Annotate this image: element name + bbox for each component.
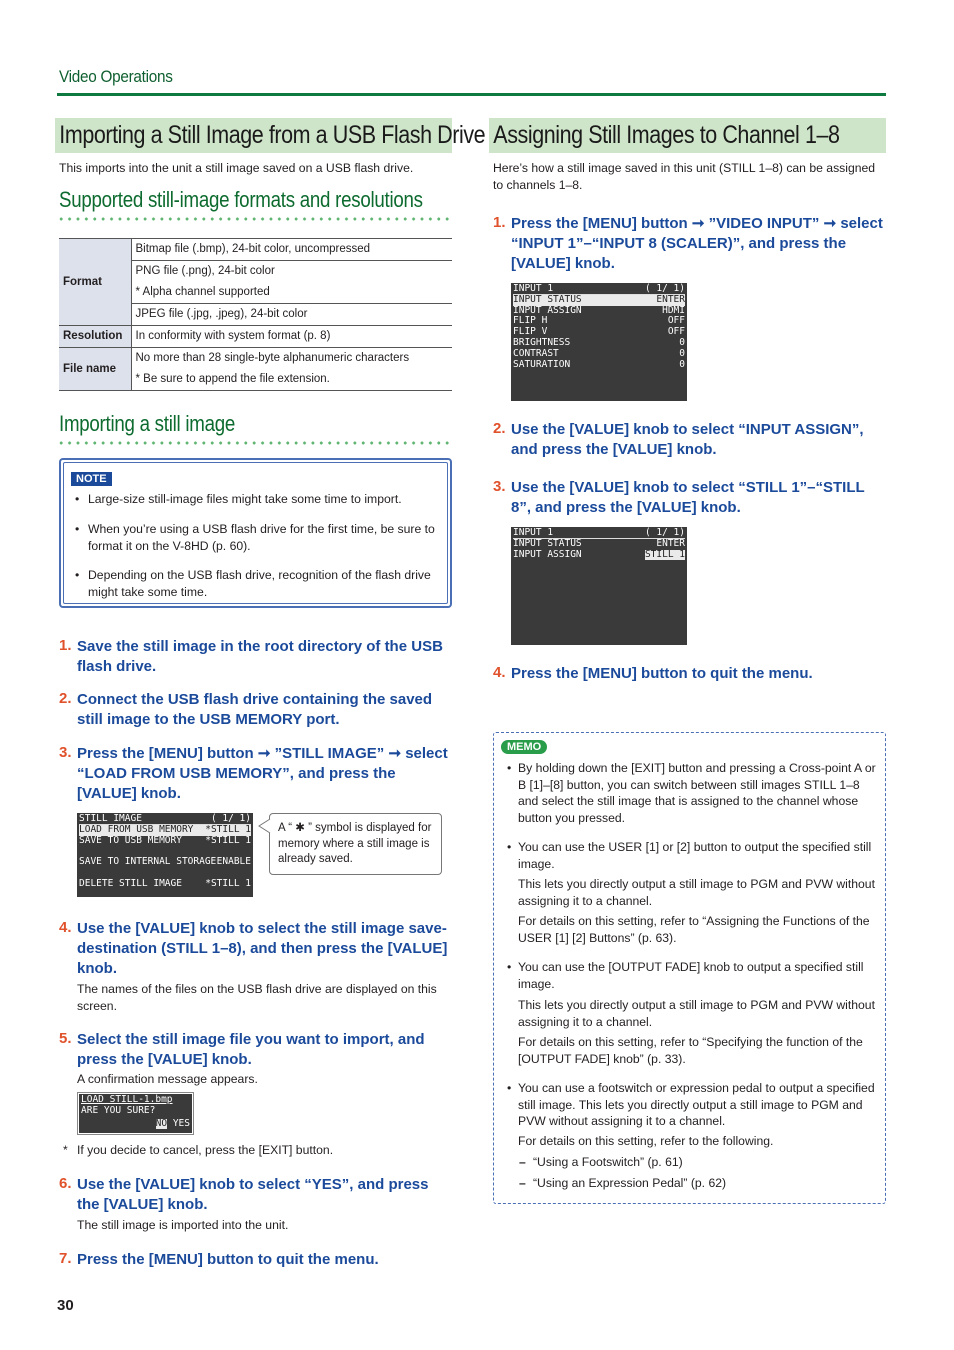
lcd-row-label: SAVE TO INTERNAL STORAGE xyxy=(79,856,217,868)
lcd-row-label: SAVE TO USB MEMORY xyxy=(79,834,182,846)
page-number: 30 xyxy=(57,1297,74,1314)
lcd-row-label: INPUT STATUS xyxy=(513,293,582,305)
lcd-row-value: 0 xyxy=(679,347,685,359)
step-text: Use the [VALUE] knob to select “YES”, and press the [VALUE] knob. xyxy=(77,1176,429,1213)
dotted-divider xyxy=(57,217,453,221)
lcd-no: NO xyxy=(155,1117,168,1129)
format-row: JPEG file (.jpg, .jpeg), 24-bit color xyxy=(131,304,452,326)
filename-label: File name xyxy=(59,348,131,391)
lcd-row-label: BRIGHTNESS xyxy=(513,336,571,348)
lcd-title: INPUT 1 xyxy=(513,283,554,294)
lcd-row-value: OFF xyxy=(667,326,685,338)
lcd-row-label: LOAD FROM USB MEMORY xyxy=(79,823,194,835)
step-number: 1. xyxy=(493,214,506,231)
lcd-page: ( 1/ 1) xyxy=(210,813,251,824)
step-number: 5. xyxy=(59,1030,72,1047)
lcd-confirm xyxy=(79,1094,192,1133)
memo-ref: “Using an Expression Pedal” (p. 62) xyxy=(533,1176,727,1190)
left-title-bar xyxy=(55,118,486,153)
lcd-row-value: 0 xyxy=(679,336,685,348)
step-number: 2. xyxy=(59,690,72,707)
formats-heading: Supported still-image formats and resolutions xyxy=(59,187,423,212)
step-number: 7. xyxy=(59,1250,72,1267)
memo-item: You can use the USER [1] or [2] button to output the specified still image. xyxy=(518,840,872,871)
lcd-row-value: ENABLE xyxy=(216,856,251,868)
step-sub: The names of the files on the USB flash drive are displayed on this screen. xyxy=(77,982,437,1013)
step-sub: The still image is imported into the unit. xyxy=(77,1218,289,1232)
page-title-right: Assigning Still Images to Channel 1–8 xyxy=(493,121,840,149)
lcd-yes: YES xyxy=(172,1117,190,1129)
memo-ref: “Using a Footswitch” (p. 61) xyxy=(533,1155,683,1169)
formats-table xyxy=(59,238,452,391)
lcd-row-value: ENTER xyxy=(656,293,685,305)
memo-tag: MEMO xyxy=(501,740,547,754)
lcd-input-menu xyxy=(511,283,687,401)
lcd-title: INPUT 1 xyxy=(513,527,554,538)
format-row: Bitmap file (.bmp), 24-bit color, uncompressed xyxy=(131,239,452,261)
page-title-left: Importing a Still Image from a USB Flash Drive xyxy=(59,121,486,149)
dotted-divider xyxy=(57,441,453,445)
lcd-input-assign xyxy=(511,527,687,645)
lcd-line: LOAD STILL-1.bmp xyxy=(81,1094,173,1105)
lcd-title: STILL IMAGE xyxy=(79,813,142,824)
memo-detail: For details on this setting, refer to “Specifying the function of the [OUTPUT FADE] knob” (p. 33). xyxy=(518,1035,863,1066)
lcd-row-value: *STILL 1 xyxy=(205,834,251,846)
header-rule xyxy=(57,93,886,96)
step-text: Press the [MENU] button to quit the menu. xyxy=(511,665,813,682)
step-number: 1. xyxy=(59,637,72,654)
step-text: Connect the USB flash drive containing the saved still image to the USB MEMORY port. xyxy=(77,691,433,728)
step-text: Use the [VALUE] knob to select “STILL 1”–“STILL 8”, and press the [VALUE] knob. xyxy=(511,479,865,516)
resolution-label: Resolution xyxy=(59,326,131,348)
lcd-confirm-frame xyxy=(77,1092,194,1135)
lcd-row-label: FLIP V xyxy=(513,326,548,338)
step-number: 3. xyxy=(59,744,72,761)
step-number: 4. xyxy=(59,919,72,936)
lcd-row-label: CONTRAST xyxy=(513,347,559,359)
lcd-row-label: FLIP H xyxy=(513,315,548,327)
filename-row: * Be sure to append the file extension. xyxy=(131,369,452,391)
lcd-still-image-menu xyxy=(77,813,253,897)
right-intro: Here’s how a still image saved in this unit (STILL 1–8) can be assigned to channels 1–8. xyxy=(493,161,876,192)
format-label: Format xyxy=(59,239,131,326)
memo-item: By holding down the [EXIT] button and pressing a Cross-point A or B [1]–[8] button, you can switch between still images STILL 1–8 and select the still image that is assigned to the channel whose button you pressed. xyxy=(518,761,876,825)
cancel-note: If you decide to cancel, press the [EXIT] button. xyxy=(77,1143,334,1157)
step-text: Press the [MENU] button ➞ ”STILL IMAGE” ➞ select “LOAD FROM USB MEMORY”, and press the [VALUE] knob. xyxy=(77,745,448,802)
step-text: Press the [MENU] button to quit the menu. xyxy=(77,1251,379,1268)
step-number: 3. xyxy=(493,478,506,495)
format-row: PNG file (.png), 24-bit color xyxy=(131,261,452,283)
filename-row: No more than 28 single-byte alphanumeric characters xyxy=(131,348,452,370)
step-text: Select the still image file you want to import, and press the [VALUE] knob. xyxy=(77,1031,425,1068)
memo-detail: This lets you directly output a still image to PGM and PVW without assigning it to a channel. xyxy=(518,998,875,1029)
step-number: 4. xyxy=(493,664,506,681)
lcd-row-label: INPUT ASSIGN xyxy=(513,548,582,560)
step-number: 2. xyxy=(493,420,506,437)
lcd-row-value: 0 xyxy=(679,358,685,370)
lcd-row-value: *STILL 1 xyxy=(205,877,251,889)
right-title-bar xyxy=(489,118,886,153)
lcd-row-label: INPUT ASSIGN xyxy=(513,304,582,316)
note-item: Depending on the USB flash drive, recognition of the flash drive might take some time. xyxy=(88,568,431,599)
note-box: NOTE • Large-size still-image files might take some time to import. • When you’re using a USB flash drive for the first time, be sure to format it on the V-8HD (p. 60). • Depending on the USB flash drive, recognition of the flash drive might take some time. xyxy=(59,458,452,608)
lcd-row-value: STILL 1 xyxy=(644,548,685,560)
lcd-row-label: DELETE STILL IMAGE xyxy=(79,877,182,889)
callout-note: A “ ✱ ” symbol is displayed for memory where a still image is already saved. xyxy=(269,813,442,875)
lcd-page: ( 1/ 1) xyxy=(644,283,685,294)
step-text: Save the still image in the root directory of the USB flash drive. xyxy=(77,638,443,675)
lcd-row-value: *STILL 1 xyxy=(205,823,251,835)
memo-detail: This lets you directly output a still image to PGM and PVW without assigning it to a channel. xyxy=(518,877,875,908)
format-row: * Alpha channel supported xyxy=(131,282,452,304)
lcd-row-value: HDMI xyxy=(662,304,685,316)
step-sub: A confirmation message appears. xyxy=(77,1072,258,1086)
lcd-row-label: SATURATION xyxy=(513,358,571,370)
resolution-value: In conformity with system format (p. 8) xyxy=(131,326,452,348)
step-text: Press the [MENU] button ➞ ”VIDEO INPUT” ➞ select “INPUT 1”–“INPUT 8 (SCALER)”, and press the [VALUE] knob. xyxy=(511,215,883,272)
step-number: 6. xyxy=(59,1175,72,1192)
lcd-row-value: ENTER xyxy=(656,537,685,549)
left-intro: This imports into the unit a still image saved on a USB flash drive. xyxy=(59,161,414,175)
lcd-line: ARE YOU SURE? xyxy=(81,1104,156,1116)
memo-box: MEMO • By holding down the [EXIT] button and pressing a Cross-point A or B [1]–[8] button, you can switch between still images STILL 1–8 and select the still image that is assigned to the channel whose button you pressed. • You can use the USER [1] or [2] button to output the specified still image. This lets you directly output a still image to PGM and PVW without assigning it to a channel. For details on this setting, refer to “Assigning the Functions of the USER [1] [2] Buttons” (p. 63). • You can use the [OUTPUT FADE] knob to output a specified still image. This lets you directly output a still image to PGM and PVW without assigning it to a channel. For details on this setting, refer to “Specifying the function of the [OUTPUT FADE] knob” (p. 33). • You can use a footswitch or expression pedal to output a specified still image. This lets you directly output a still image to PGM and PVW without assigning it to a channel. For details on this setting, refer to the following. – “Using a Footswitch” (p. 61) – “Using an Expression Pedal” (p. 62) xyxy=(493,732,886,1204)
memo-detail: For details on this setting, refer to the following. xyxy=(518,1134,774,1148)
cancel-mark: * xyxy=(63,1143,68,1157)
lcd-row-value: OFF xyxy=(667,315,685,327)
step-text: Use the [VALUE] knob to select “INPUT ASSIGN”, and press the [VALUE] knob. xyxy=(511,421,864,458)
import-heading: Importing a still image xyxy=(59,411,236,436)
memo-item: You can use the [OUTPUT FADE] knob to output a specified still image. xyxy=(518,960,864,991)
note-item: Large-size still-image files might take some time to import. xyxy=(88,492,402,506)
step-text: Use the [VALUE] knob to select the still image save-destination (STILL 1–8), and then press the [VALUE] knob. xyxy=(77,920,448,977)
memo-detail: For details on this setting, refer to “Assigning the Functions of the USER [1] [2] Buttons” (p. 63). xyxy=(518,914,870,945)
note-tag: NOTE xyxy=(71,472,112,486)
lcd-page: ( 1/ 1) xyxy=(644,527,685,538)
callout-pointer xyxy=(258,818,271,834)
note-item: When you’re using a USB flash drive for the first time, be sure to format it on the V-8HD (p. 60). xyxy=(88,522,435,553)
lcd-row-label: INPUT STATUS xyxy=(513,537,582,549)
section-header: Video Operations xyxy=(59,67,173,86)
memo-item: You can use a footswitch or expression pedal to output a specified still image. This lets you directly output a still image to PGM and PVW without assigning it to a channel. xyxy=(518,1081,875,1128)
